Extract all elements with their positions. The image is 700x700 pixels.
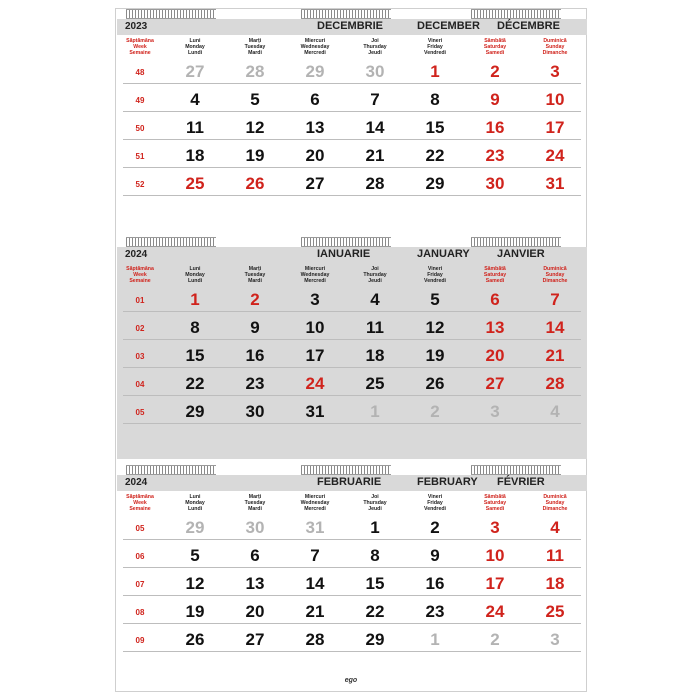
day-number: 23 <box>425 602 445 621</box>
weekday-label: Dimanche <box>542 506 568 512</box>
day-number: 30 <box>365 62 385 81</box>
publisher-logo: ego <box>344 677 358 684</box>
weekday-label: Saturday <box>483 272 507 278</box>
row-divider <box>123 339 581 340</box>
weekday-label: Luni <box>189 38 201 44</box>
weekday-header <box>405 266 465 284</box>
weekday-header <box>225 38 285 56</box>
week-number: 05 <box>135 408 145 417</box>
day-number: 21 <box>365 146 385 165</box>
day-number: 27 <box>485 374 505 393</box>
row-divider <box>123 111 581 112</box>
day-number: 5 <box>430 290 440 309</box>
weekday-label: Samedi <box>485 506 505 512</box>
day-number: 10 <box>305 318 325 337</box>
week-row <box>117 173 587 197</box>
weekday-label: Friday <box>427 272 443 278</box>
weekday-label: Monday <box>185 272 205 278</box>
week-row <box>117 517 587 541</box>
weekday-header <box>345 494 405 512</box>
weekday-label: Joi <box>371 266 379 272</box>
weekday-header <box>465 266 525 284</box>
month-name: JANUARY <box>417 248 470 260</box>
week-row <box>117 401 587 425</box>
week-number: 52 <box>135 180 145 189</box>
day-number: 7 <box>550 290 560 309</box>
day-number: 26 <box>185 630 205 649</box>
month-name: FEBRUARY <box>417 476 478 488</box>
day-number: 16 <box>485 118 505 137</box>
day-number: 27 <box>185 62 205 81</box>
weekday-header <box>525 266 585 284</box>
day-number: 6 <box>310 90 320 109</box>
day-number: 6 <box>250 546 260 565</box>
week-label: Semaine <box>129 50 151 56</box>
day-number: 2 <box>430 402 440 421</box>
row-divider <box>123 367 581 368</box>
day-number: 20 <box>305 146 325 165</box>
day-number: 20 <box>245 602 265 621</box>
week-number: 05 <box>135 524 145 533</box>
weekday-label: Samedi <box>485 50 505 56</box>
weekday-label: Monday <box>185 44 205 50</box>
weekday-label: Joi <box>371 494 379 500</box>
weekday-header <box>225 494 285 512</box>
spiral-binding <box>126 465 216 475</box>
week-number: 03 <box>135 352 145 361</box>
weekday-label: Dimanche <box>542 50 568 56</box>
day-number: 24 <box>545 146 565 165</box>
day-number: 15 <box>185 346 205 365</box>
weekday-label: Sâmbătă <box>484 494 506 500</box>
year-label: 2023 <box>125 21 148 32</box>
weekday-label: Tuesday <box>244 500 266 506</box>
day-number: 7 <box>310 546 320 565</box>
week-label: Săptămâna <box>126 266 154 272</box>
weekday-label: Saturday <box>483 44 507 50</box>
day-number: 29 <box>365 630 385 649</box>
day-number: 7 <box>370 90 380 109</box>
day-number: 1 <box>190 290 200 309</box>
month-name: JANVIER <box>497 248 545 260</box>
day-number: 18 <box>365 346 385 365</box>
weekday-header <box>405 38 465 56</box>
day-number: 20 <box>485 346 505 365</box>
week-row <box>117 345 587 369</box>
day-number: 3 <box>490 518 500 537</box>
day-number: 29 <box>425 174 445 193</box>
day-number: 17 <box>545 118 565 137</box>
day-number: 18 <box>545 574 565 593</box>
weekday-label: Monday <box>185 500 205 506</box>
day-number: 29 <box>185 518 205 537</box>
day-number: 14 <box>545 318 565 337</box>
week-label: Săptămâna <box>126 38 154 44</box>
week-column-header <box>123 494 157 512</box>
week-number: 48 <box>135 68 145 77</box>
day-number: 25 <box>365 374 385 393</box>
day-number: 25 <box>185 174 205 193</box>
weekday-label: Sunday <box>545 500 565 506</box>
day-number: 6 <box>490 290 500 309</box>
publisher-footer <box>316 677 386 684</box>
weekday-label: Mardi <box>248 506 262 512</box>
day-number: 1 <box>370 518 380 537</box>
day-number: 3 <box>550 630 560 649</box>
weekday-label: Tuesday <box>244 44 266 50</box>
weekday-header <box>165 38 225 56</box>
weekday-header <box>165 266 225 284</box>
day-number: 1 <box>430 62 440 81</box>
year-label: 2024 <box>125 249 148 260</box>
weekday-header <box>285 266 345 284</box>
day-number: 13 <box>245 574 265 593</box>
weekday-label: Sunday <box>545 44 565 50</box>
weekday-label: Tuesday <box>244 272 266 278</box>
weekday-label: Duminică <box>543 494 567 500</box>
day-number: 23 <box>485 146 505 165</box>
weekday-label: Mercredi <box>304 506 326 512</box>
weekday-header <box>165 494 225 512</box>
week-row <box>117 61 587 85</box>
day-number: 19 <box>185 602 205 621</box>
spiral-binding <box>301 9 391 19</box>
spiral-binding <box>471 9 561 19</box>
day-number: 22 <box>185 374 205 393</box>
weekday-label: Marți <box>248 266 262 272</box>
day-number: 11 <box>546 546 564 565</box>
weekday-label: Luni <box>189 494 201 500</box>
day-number: 29 <box>305 62 325 81</box>
row-divider <box>123 195 581 196</box>
weekday-label: Sâmbătă <box>484 266 506 272</box>
day-number: 14 <box>305 574 325 593</box>
weekday-header <box>285 38 345 56</box>
week-label: Săptămâna <box>126 494 154 500</box>
day-number: 5 <box>190 546 200 565</box>
week-row <box>117 317 587 341</box>
weekday-label: Mardi <box>248 50 262 56</box>
day-number: 8 <box>370 546 380 565</box>
row-divider <box>123 395 581 396</box>
month-block <box>117 475 587 687</box>
weekday-label: Vendredi <box>424 278 446 284</box>
day-number: 1 <box>430 630 440 649</box>
weekday-label: Saturday <box>483 500 507 506</box>
week-number: 08 <box>135 608 145 617</box>
day-number: 5 <box>250 90 260 109</box>
weekday-label: Joi <box>371 38 379 44</box>
day-number: 16 <box>425 574 445 593</box>
weekday-header <box>285 494 345 512</box>
week-row <box>117 117 587 141</box>
day-number: 22 <box>365 602 385 621</box>
day-number: 4 <box>550 518 560 537</box>
day-number: 16 <box>245 346 265 365</box>
day-number: 3 <box>490 402 500 421</box>
day-number: 8 <box>190 318 200 337</box>
month-block <box>117 247 587 459</box>
row-divider <box>123 651 581 652</box>
weekday-label: Vendredi <box>424 506 446 512</box>
wall-calendar <box>115 8 587 692</box>
day-number: 11 <box>366 318 384 337</box>
weekday-label: Friday <box>427 44 443 50</box>
week-number: 51 <box>135 152 145 161</box>
weekday-label: Marți <box>248 38 262 44</box>
day-number: 9 <box>430 546 440 565</box>
weekday-label: Vineri <box>427 266 443 272</box>
week-row <box>117 145 587 169</box>
month-name: DECEMBRIE <box>317 20 384 32</box>
weekday-label: Dimanche <box>542 278 568 284</box>
day-number: 15 <box>425 118 445 137</box>
weekday-label: Duminică <box>543 38 567 44</box>
weekday-label: Mercredi <box>304 50 326 56</box>
week-number: 01 <box>135 296 145 305</box>
weekday-header <box>405 494 465 512</box>
weekday-label: Samedi <box>485 278 505 284</box>
day-number: 30 <box>485 174 505 193</box>
day-number: 17 <box>305 346 325 365</box>
day-number: 13 <box>305 118 325 137</box>
weekday-label: Mardi <box>248 278 262 284</box>
day-number: 10 <box>485 546 505 565</box>
weekday-label: Lundi <box>187 506 203 512</box>
weekday-label: Jeudi <box>368 506 382 512</box>
row-divider <box>123 539 581 540</box>
day-number: 19 <box>425 346 445 365</box>
row-divider <box>123 623 581 624</box>
row-divider <box>123 139 581 140</box>
row-divider <box>123 83 581 84</box>
spiral-binding <box>301 465 391 475</box>
week-number: 50 <box>135 124 145 133</box>
day-number: 17 <box>485 574 505 593</box>
weekday-label: Vineri <box>427 494 443 500</box>
weekday-label: Duminică <box>543 266 567 272</box>
week-row <box>117 373 587 397</box>
day-number: 2 <box>250 290 260 309</box>
weekday-label: Marți <box>248 494 262 500</box>
day-number: 31 <box>305 518 325 537</box>
spiral-binding <box>301 237 391 247</box>
month-name: FÉVRIER <box>497 476 545 488</box>
weekday-header <box>525 494 585 512</box>
day-number: 22 <box>425 146 445 165</box>
week-row <box>117 89 587 113</box>
weekday-header <box>525 38 585 56</box>
weekday-label: Wednesday <box>300 500 330 506</box>
weekday-label: Vendredi <box>424 50 446 56</box>
day-number: 4 <box>370 290 380 309</box>
month-block <box>117 19 587 231</box>
weekday-label: Thursday <box>363 44 387 50</box>
day-number: 18 <box>185 146 205 165</box>
day-number: 12 <box>185 574 205 593</box>
weekday-label: Wednesday <box>300 272 330 278</box>
week-label: Week <box>133 272 147 278</box>
day-number: 27 <box>305 174 325 193</box>
week-number: 07 <box>135 580 145 589</box>
week-row <box>117 573 587 597</box>
week-label: Semaine <box>129 506 151 512</box>
day-number: 27 <box>245 630 265 649</box>
week-number: 49 <box>135 96 145 105</box>
day-number: 12 <box>245 118 265 137</box>
day-number: 26 <box>245 174 265 193</box>
weekday-label: Miercuri <box>304 38 326 44</box>
week-number: 09 <box>135 636 145 645</box>
year-label: 2024 <box>125 477 148 488</box>
day-number: 3 <box>310 290 320 309</box>
day-number: 2 <box>430 518 440 537</box>
day-number: 25 <box>545 602 565 621</box>
spiral-binding <box>126 237 216 247</box>
day-number: 28 <box>365 174 385 193</box>
day-number: 26 <box>425 374 445 393</box>
day-number: 21 <box>545 346 565 365</box>
day-number: 10 <box>545 90 565 109</box>
spiral-binding <box>126 9 216 19</box>
day-number: 31 <box>305 402 325 421</box>
week-label: Semaine <box>129 278 151 284</box>
weekday-label: Jeudi <box>368 50 382 56</box>
weekday-label: Miercuri <box>304 266 326 272</box>
weekday-label: Lundi <box>187 278 203 284</box>
week-column-header <box>123 266 157 284</box>
weekday-label: Luni <box>189 266 201 272</box>
day-number: 23 <box>245 374 265 393</box>
day-number: 12 <box>425 318 445 337</box>
week-label: Week <box>133 44 147 50</box>
day-number: 29 <box>185 402 205 421</box>
week-number: 02 <box>135 324 145 333</box>
week-number: 04 <box>135 380 145 389</box>
weekday-label: Wednesday <box>300 44 330 50</box>
weekday-header <box>345 38 405 56</box>
day-number: 30 <box>245 402 265 421</box>
day-number: 9 <box>250 318 260 337</box>
weekday-label: Sunday <box>545 272 565 278</box>
weekday-header <box>345 266 405 284</box>
day-number: 31 <box>545 174 565 193</box>
row-divider <box>123 567 581 568</box>
weekday-label: Lundi <box>187 50 203 56</box>
spiral-binding <box>471 465 561 475</box>
row-divider <box>123 167 581 168</box>
day-number: 3 <box>550 62 560 81</box>
month-name: IANUARIE <box>317 248 371 260</box>
weekday-header <box>465 494 525 512</box>
day-number: 28 <box>305 630 325 649</box>
weekday-label: Friday <box>427 500 443 506</box>
day-number: 4 <box>190 90 200 109</box>
week-column-header <box>123 38 157 56</box>
weekday-label: Jeudi <box>368 278 382 284</box>
day-number: 2 <box>490 62 500 81</box>
month-name: DÉCEMBRE <box>497 20 560 32</box>
day-number: 1 <box>370 402 380 421</box>
month-name: FEBRUARIE <box>317 476 382 488</box>
month-name: DECEMBER <box>417 20 480 32</box>
day-number: 11 <box>186 118 204 137</box>
row-divider <box>123 311 581 312</box>
weekday-label: Miercuri <box>304 494 326 500</box>
weekday-header <box>225 266 285 284</box>
day-number: 9 <box>490 90 500 109</box>
day-number: 21 <box>305 602 325 621</box>
spiral-binding <box>471 237 561 247</box>
week-row <box>117 545 587 569</box>
day-number: 8 <box>430 90 440 109</box>
day-number: 13 <box>485 318 505 337</box>
day-number: 24 <box>485 602 505 621</box>
weekday-label: Thursday <box>363 272 387 278</box>
row-divider <box>123 423 581 424</box>
day-number: 19 <box>245 146 265 165</box>
day-number: 15 <box>365 574 385 593</box>
weekday-header <box>465 38 525 56</box>
weekday-label: Sâmbătă <box>484 38 506 44</box>
day-number: 28 <box>545 374 565 393</box>
week-number: 06 <box>135 552 145 561</box>
day-number: 2 <box>490 630 500 649</box>
day-number: 28 <box>245 62 265 81</box>
weekday-label: Thursday <box>363 500 387 506</box>
week-label: Week <box>133 500 147 506</box>
day-number: 4 <box>550 402 560 421</box>
week-row <box>117 629 587 653</box>
row-divider <box>123 595 581 596</box>
weekday-label: Vineri <box>427 38 443 44</box>
weekday-label: Mercredi <box>304 278 326 284</box>
day-number: 14 <box>365 118 385 137</box>
week-row <box>117 601 587 625</box>
week-row <box>117 289 587 313</box>
day-number: 24 <box>305 374 325 393</box>
day-number: 30 <box>245 518 265 537</box>
